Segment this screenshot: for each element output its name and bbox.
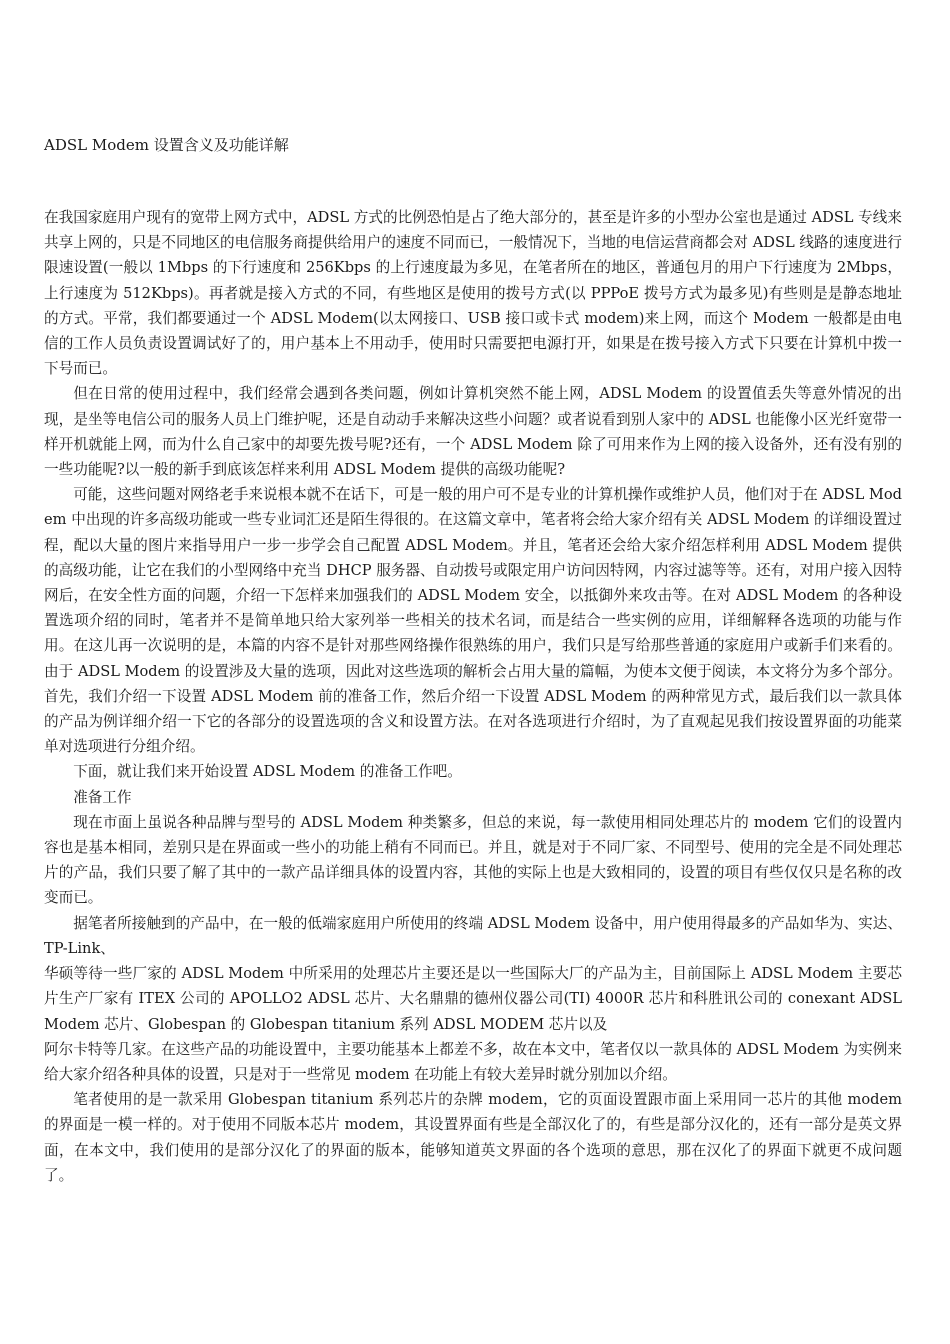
paragraph-common-brands: 据笔者所接触到的产品中，在一般的低端家庭用户所使用的终端 ADSL Modem 设备中，用户使用得最多的产品如华为、实达、TP-Link、 (44, 914, 902, 957)
paragraph-intro: 在我国家庭用户现有的宽带上网方式中，ADSL 方式的比例恐怕是占了绝大部分的，甚至是许多的小型办公室也是通过 ADSL 专线来共享上网的，只是不同地区的电信服务商提供给用户的速度不同而已，一般情况下，当地的电信运营商都会对 ADSL 线路的速度进行限速设置(一般以 1Mbps 的下行速度和 256Kbps 的上行速度最为多见，在笔者所在的地区，普通包月的用户下行速度为 2Mbps，上行速度为 512Kbps)。再者就是接入方式的不同，有些地区是使用的拨号方式(以 PPPoE 拨号方式为最多见)有些则是是静态地址的方式。平常，我们都要通过一个 ADSL Modem(以太网接口、USB 接口或卡式 modem)来上网，而这个 Modem 一般都是由电信的工作人员负责设置调试好了的，用户基本上不用动手，使用时只需要把电源打开，如果是在拨号接入方式下只要在计算机中拨一下号而已。 (44, 209, 902, 378)
document-page (44, 133, 902, 1188)
paragraph-author-modem: 笔者使用的是一款采用 Globespan titanium 系列芯片的杂牌 modem，它的页面设置跟市面上采用同一芯片的其他 modem 的界面是一模一样的。对于使用不同版本芯片 modem，其设置界面有些是全部汉化了的，有些是部分汉化的，还有一部分是英文界面，在本文中，我们使用的是部分汉化了的界面的版本，能够知道英文界面的各个选项的意思，那在汉化了的界面下就更不成问题了。 (44, 1091, 902, 1184)
paragraph-lets-start: 下面，就让我们来开始设置 ADSL Modem 的准备工作吧。 (73, 763, 462, 781)
document-title: ADSL Modem 设置含义及功能详解 (44, 136, 289, 154)
section-heading-preparation: 准备工作 (73, 788, 132, 806)
paragraph-market-overview: 现在市面上虽说各种品牌与型号的 ADSL Modem 种类繁多，但总的来说，每一款使用相同处理芯片的 modem 它们的设置内容也是基本相同，差别只是在界面或一些小的功能上稍有不同而已。并且，就是对于不同厂家、不同型号、使用的完全是不同处理芯片的产品，我们只要了解了其中的一款产品详细具体的设置内容，其他的实际上也是大致相同的，设置的项目有些仅仅只是名称的改变而已。 (44, 813, 902, 907)
paragraph-article-overview: 可能，这些问题对网络老手来说根本就不在话下，可是一般的用户可不是专业的计算机操作或维护人员，他们对于在 ADSL Modem 中出现的许多高级功能或一些专业词汇还是陌生得很的。在这篇文章中，笔者将会给大家介绍有关 ADSL Modem 的详细设置过程，配以大量的图片来指导用户一步一步学会自己配置 ADSL Modem。并且，笔者还会给大家介绍怎样利用 ADSL Modem 提供的高级功能，让它在我们的小型网络中充当 DHCP 服务器、自动拨号或限定用户访问因特网，内容过滤等等。还有，对用户接入因特网后，在安全性方面的问题，介绍一下怎样来加强我们的 ADSL Modem 安全，以抵御外来攻击等。在对 ADSL Modem 的各种设置选项介绍的同时，笔者并不是简单地只给大家列举一些相关的技术名词，而是结合一些实例的应用，详细解释各选项的功能与作用。在这儿再一次说明的是，本篇的内容不是针对那些网络操作很熟练的用户，我们只是写给那些普通的家庭用户或新手们来看的。由于 ADSL Modem 的设置涉及大量的选项，因此对这些选项的解析会占用大量的篇幅，为使本文便于阅读，本文将分为多个部分。首先，我们介绍一下设置 ADSL Modem 前的准备工作，然后介绍一下设置 ADSL Modem 的两种常见方式，最后我们以一款具体的产品为例详细介绍一下它的各部分的设置选项的含义和设置方法。在对各选项进行介绍时，为了直观起见我们按设置界面的功能菜单对选项进行分组介绍。 (44, 486, 902, 756)
paragraph-chip-makers: 华硕等待一些厂家的 ADSL Modem 中所采用的处理芯片主要还是以一些国际大厂的产品为主，目前国际上 ADSL Modem 主要芯片生产厂家有 ITEX 公司的 APOLLO2 ADSL 芯片、大名鼎鼎的德州仪器公司(TI) 4000R 芯片和科胜讯公司的 conexant ADSL Modem 芯片、Globespan 的 Globespan titanium 系列 ADSL MODEM 芯片以及 (44, 965, 902, 1033)
paragraph-common-problems: 但在日常的使用过程中，我们经常会遇到各类问题，例如计算机突然不能上网，ADSL Modem 的设置值丢失等意外情况的出现，是坐等电信公司的服务人员上门维护呢，还是自动动手来解决这些小问题？或者说看到别人家中的 ADSL 也能像小区光纤宽带一样开机就能上网，而为什么自己家中的却要先拨号呢?还有，一个 ADSL Modem 除了可用来作为上网的接入设备外，还有没有别的一些功能呢?以一般的新手到底该怎样来利用 ADSL Modem 提供的高级功能呢? (44, 385, 902, 479)
paragraph-alcatel: 阿尔卡特等几家。在这些产品的功能设置中，主要功能基本上都差不多，故在本文中，笔者仅以一款具体的 ADSL Modem 为实例来给大家介绍各种具体的设置，只是对于一些常见 modem 在功能上有较大差异时就分别加以介绍。 (44, 1040, 902, 1083)
